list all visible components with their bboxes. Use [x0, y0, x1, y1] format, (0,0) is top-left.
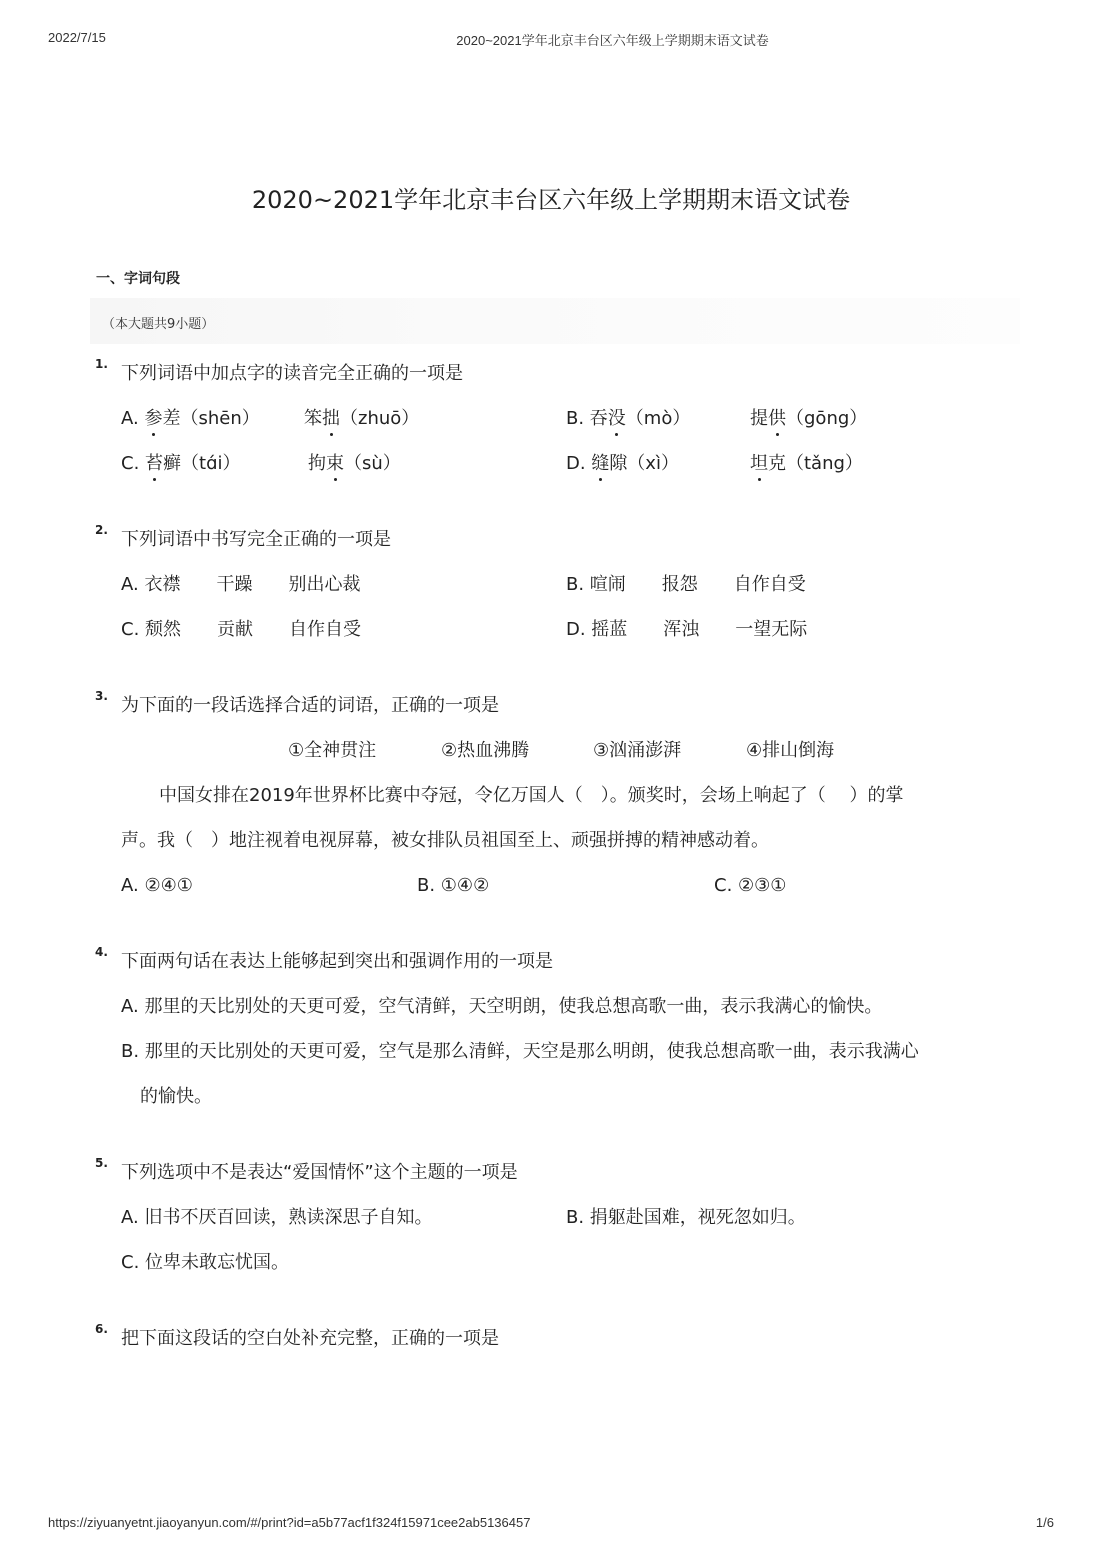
dotted-char: 束 — [326, 453, 344, 474]
question-number: 2. — [95, 523, 108, 537]
option-text: 差（shēn） — [162, 408, 260, 429]
option-text: 拘 — [308, 453, 326, 474]
print-url: https://ziyuanyetnt.jiaoyanyun.com/#/print?id=a5b77acf1f324f15971cee2ab5136457 — [48, 1515, 531, 1530]
option-a — [121, 407, 260, 431]
dotted-char: 苔 — [145, 453, 164, 474]
option-b — [566, 407, 690, 431]
word-choice: ③汹涌澎湃 — [593, 740, 682, 761]
option-c: C. 颓然 贡献 自作自受 — [121, 619, 362, 640]
dotted-char: 缝 — [591, 453, 610, 474]
option-text: 提 — [750, 408, 768, 429]
dotted-char: 没 — [607, 408, 626, 429]
option-text: 隙（xì） — [609, 453, 679, 474]
option-letter: D. — [566, 453, 592, 474]
question-number: 4. — [95, 945, 108, 959]
option-b: B. ①④② — [417, 875, 490, 896]
option-a: A. ②④① — [121, 875, 193, 896]
question-number: 1. — [95, 357, 108, 371]
option-text: （sù） — [344, 453, 401, 474]
option-letter: C. — [121, 453, 146, 474]
option-c-word-2 — [308, 452, 401, 476]
option-c: C. 位卑未敢忘忧国。 — [121, 1252, 290, 1273]
question-stem: 下列选项中不是表达“爱国情怀”这个主题的一项是 — [121, 1162, 518, 1183]
option-a: A. 那里的天比别处的天更可爱，空气清鲜，天空明朗，使我总想高歌一曲，表示我满心的愉快。 — [121, 996, 883, 1017]
option-a-word-2 — [304, 407, 419, 431]
option-c — [121, 452, 241, 476]
option-d — [566, 452, 679, 476]
print-header-title: 2020~2021学年北京丰台区六年级上学期期末语文试卷 — [456, 33, 769, 48]
option-letter: A. — [121, 408, 145, 429]
dotted-char: 拙 — [322, 408, 340, 429]
dotted-char: 坦 — [750, 453, 768, 474]
option-d-word-2 — [750, 452, 863, 476]
question-number: 3. — [95, 689, 108, 703]
passage-line-2: 声。我（ ）地注视着电视屏幕，被女排队员祖国至上、顽强拼搏的精神感动着。 — [121, 830, 769, 851]
word-choice: ①全神贯注 — [288, 740, 377, 761]
dotted-char: 供 — [768, 408, 786, 429]
question-stem: 下列词语中加点字的读音完全正确的一项是 — [121, 363, 463, 384]
passage-line-1: 中国女排在2019年世界杯比赛中夺冠，令亿万国人（ ）。颁奖时，会场上响起了（ ）的掌 — [159, 785, 904, 806]
question-number: 5. — [95, 1156, 108, 1170]
word-choice: ④排山倒海 — [746, 740, 835, 761]
page-number: 1/6 — [1035, 1515, 1054, 1530]
option-a: A. 旧书不厌百回读，熟读深思子自知。 — [121, 1207, 433, 1228]
option-text: 吞 — [589, 408, 608, 429]
option-b: B. 那里的天比别处的天更可爱，空气是那么清鲜，天空是那么明朗，使我总想高歌一曲，表示我满心 — [121, 1041, 919, 1062]
option-text: 克（tǎng） — [768, 453, 863, 474]
option-b-word-2 — [750, 407, 867, 431]
option-a: A. 衣襟 干躁 别出心裁 — [121, 574, 361, 595]
option-d: D. 摇蓝 浑浊 一望无际 — [566, 619, 808, 640]
option-letter: B. — [566, 408, 590, 429]
option-b: B. 捐躯赴国难，视死忽如归。 — [566, 1207, 806, 1228]
section-note-band — [90, 298, 1020, 344]
option-b: B. 喧闹 报怨 自作自受 — [566, 574, 806, 595]
print-date: 2022/7/15 — [48, 30, 106, 45]
option-text: 癣（tɑ́i） — [163, 453, 241, 474]
document-title: 2020~2021学年北京丰台区六年级上学期期末语文试卷 — [251, 186, 851, 214]
option-b-continued: 的愉快。 — [140, 1086, 212, 1107]
option-text: （gōng） — [786, 408, 868, 429]
option-text: 笨 — [304, 408, 322, 429]
question-stem: 为下面的一段话选择合适的词语，正确的一项是 — [121, 695, 499, 716]
question-stem: 下列词语中书写完全正确的一项是 — [121, 529, 391, 550]
option-c: C. ②③① — [714, 875, 787, 896]
section-note: （本大题共9小题） — [102, 317, 215, 332]
question-stem: 下面两句话在表达上能够起到突出和强调作用的一项是 — [121, 951, 553, 972]
dotted-char: 参 — [144, 408, 163, 429]
question-stem: 把下面这段话的空白处补充完整，正确的一项是 — [121, 1328, 499, 1349]
section-heading: 一、字词句段 — [96, 271, 180, 287]
question-number: 6. — [95, 1322, 108, 1336]
word-choice: ②热血沸腾 — [441, 740, 530, 761]
option-text: （zhuō） — [340, 408, 420, 429]
option-text: （mò） — [625, 408, 691, 429]
